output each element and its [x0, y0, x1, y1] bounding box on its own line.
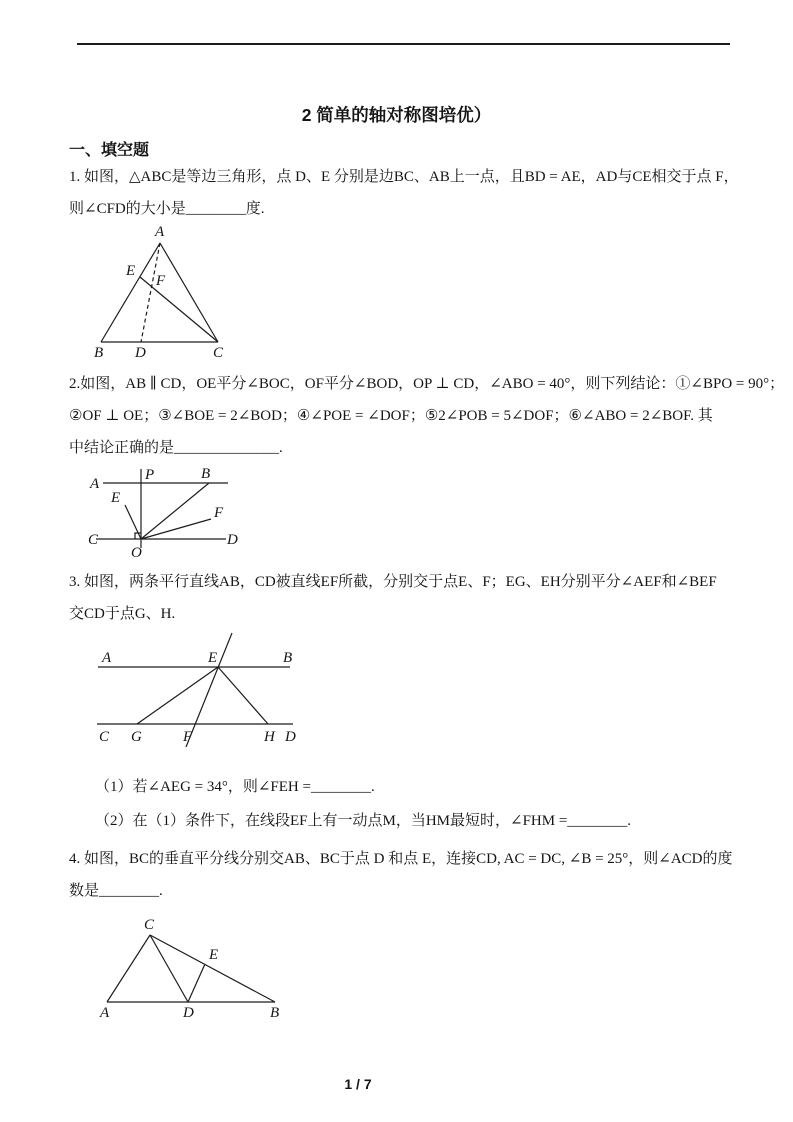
- label-D: D: [285, 729, 296, 745]
- problem-2-line-2: ②OF ⊥ OE；③∠BOE = 2∠BOD；④∠POE = ∠DOF；⑤2∠POB = 5∠DOF；⑥∠ABO = 2∠BOF. 其: [69, 408, 713, 424]
- problem-1-line-1: 1. 如图，△ABC是等边三角形，点 D、E 分别是边BC、AB上一点，且BD = AE，AD与CE相交于点 F，: [69, 169, 739, 185]
- figure-3-transversal-bisectors: [88, 626, 303, 751]
- problem-1-line-2: 则∠CFD的大小是________度.: [69, 201, 265, 217]
- problem-4-line-2: 数是________.: [69, 883, 163, 899]
- label-A: A: [90, 476, 100, 492]
- label-B: B: [94, 345, 104, 361]
- segment-DE: [188, 964, 205, 1002]
- label-A: A: [102, 650, 112, 666]
- problem-1-text: [69, 161, 737, 225]
- header-rule: [77, 43, 730, 45]
- problem-3-sub-2: [95, 805, 735, 837]
- segment-CE: [140, 277, 218, 342]
- label-C: C: [88, 532, 99, 548]
- problem-3-sub-1-line: （1）若∠AEG = 34°，则∠FEH =________.: [95, 779, 375, 795]
- label-H: H: [264, 729, 275, 745]
- problem-3-sub-1: [95, 771, 735, 803]
- document-title: 2 简单的轴对称图培优）: [301, 105, 492, 125]
- label-E: E: [126, 263, 136, 279]
- segment-AC: [107, 935, 150, 1002]
- problem-2-line-3: 中结论正确的是______________.: [69, 440, 283, 456]
- label-E: E: [111, 490, 121, 506]
- problem-2-text: [69, 368, 785, 464]
- label-P: P: [145, 467, 155, 483]
- label-D: D: [227, 532, 238, 548]
- label-D: D: [135, 345, 146, 361]
- problem-3-line-2: 交CD于点G、H.: [69, 606, 176, 622]
- problem-3-line-1: 3. 如图，两条平行直线AB，CD被直线EF所截，分别交于点E、F；EG、EH分别平分∠AEF和∠BEF: [69, 574, 717, 590]
- segment-EH: [218, 667, 268, 724]
- problem-2-line-1: 2.如图，AB ∥ CD，OE平分∠BOC，OF平分∠BOD，OP ⊥ CD，∠ABO = 40°，则下列结论：①∠BPO = 90°；: [69, 376, 785, 392]
- label-A: A: [100, 1005, 110, 1021]
- label-C: C: [213, 345, 224, 361]
- label-F: F: [156, 273, 166, 289]
- segment-AC: [160, 243, 218, 342]
- label-C: C: [144, 917, 155, 933]
- problem-4-line-1: 4. 如图，BC的垂直平分线分别交AB、BC于点 D 和点 E，连接CD, AC = DC, ∠B = 25°，则∠ACD的度: [69, 851, 733, 867]
- section-heading: 一、填空题: [69, 142, 150, 159]
- segment-AB: [101, 243, 160, 342]
- segment-EG: [137, 667, 218, 724]
- label-E: E: [209, 947, 219, 963]
- label-F: F: [183, 729, 193, 745]
- label-A: A: [155, 224, 165, 240]
- figure-4-triangle-bisector: [88, 913, 298, 1023]
- label-C: C: [99, 729, 110, 745]
- ray-OB: [141, 483, 209, 539]
- ray-OE: [125, 505, 141, 539]
- label-F: F: [214, 505, 224, 521]
- figure-1-equilateral-triangle: [88, 220, 243, 364]
- label-E: E: [208, 650, 218, 666]
- ray-OF: [141, 519, 211, 539]
- label-D: D: [183, 1005, 194, 1021]
- page-number: 1 / 7: [344, 1076, 372, 1092]
- label-B: B: [270, 1005, 280, 1021]
- label-B: B: [283, 650, 293, 666]
- problem-3-sub-2-line: （2）在（1）条件下，在线段EF上有一动点M，当HM最短时，∠FHM =________.: [95, 813, 632, 829]
- figure-2-parallel-lines-rays: [88, 464, 240, 560]
- label-B: B: [201, 466, 211, 482]
- label-G: G: [131, 729, 142, 745]
- problem-3-text: [69, 566, 737, 630]
- problem-4-text: [69, 843, 737, 907]
- label-O: O: [131, 545, 142, 560]
